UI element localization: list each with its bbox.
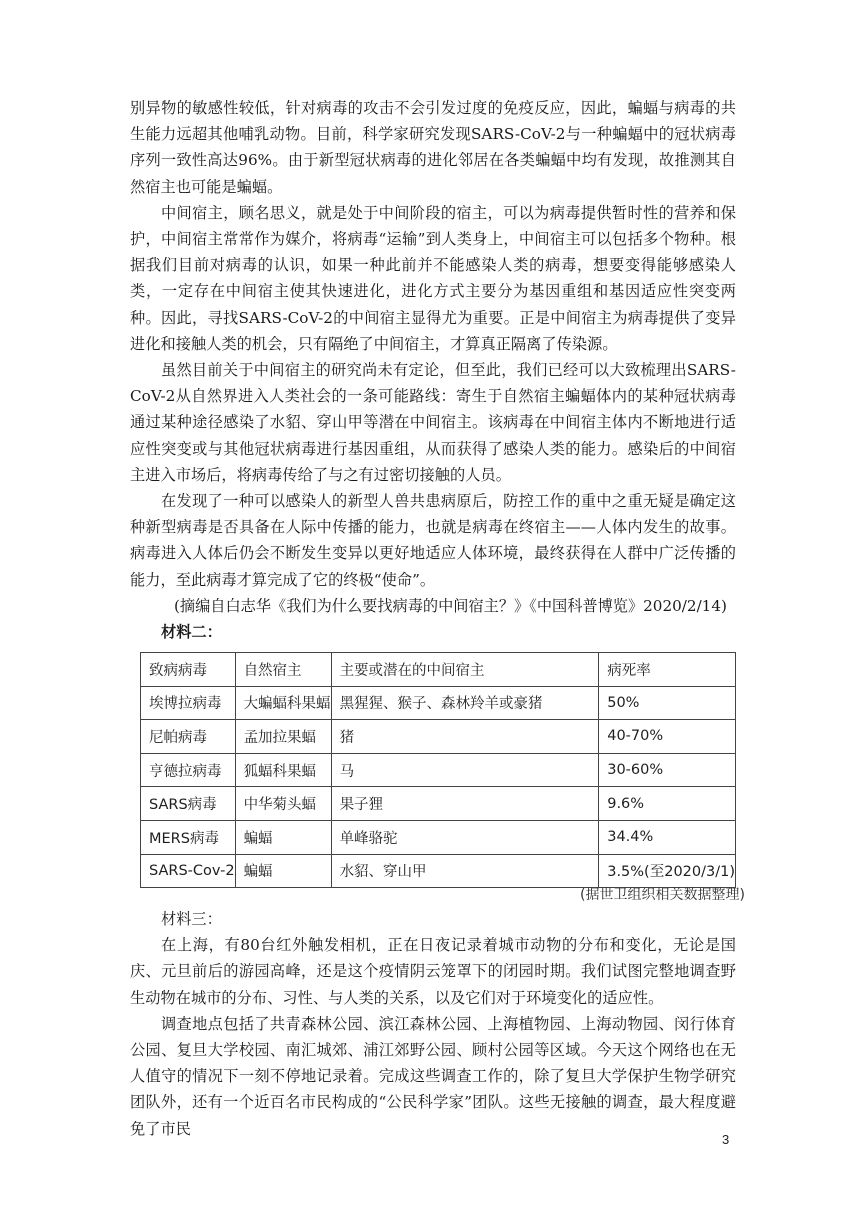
paragraph: 别异物的敏感性较低，针对病毒的攻击不会引发过度的免疫反应，因此，蝙蝠与病毒的共生能力远超其他哺乳动物。目前，科学家研究发现SARS-CoV-2与一种蝙蝠中的冠状病毒序列一致性高达96%。由于新型冠状病毒的进化邻居在各类蝙蝠中均有发现，故推测其自然宿主也可能是蝙蝠。 — [130, 99, 736, 196]
virus-host-table — [140, 652, 736, 888]
table-row — [141, 854, 736, 888]
paragraph: 中间宿主，顾名思义，就是处于中间阶段的宿主，可以为病毒提供暂时性的营养和保护，中间宿主常常作为媒介，将病毒“运输”到人类身上，中间宿主可以包括多个物种。根据我们目前对病毒的认识，如果一种此前并不能感染人类的病毒，想要变得能够感染人类，一定存在中间宿主使其快速进化，进化方式主要分为基因重组和基因适应性突变两种。因此，寻找SARS-CoV-2的中间宿主显得尤为重要。正是中间宿主为病毒提供了变异进化和接触人类的机会，只有隔绝了中间宿主，才算真正隔离了传染源。 — [130, 203, 736, 353]
table-cell: 34.4% — [599, 820, 736, 854]
material-2-label: 材料二： — [161, 623, 222, 642]
article-body-top — [130, 95, 736, 645]
citation-text: (摘编自白志华《我们为什么要找病毒的中间宿主？》《中国科普博览》2020/2/14) — [174, 596, 727, 615]
table-row — [141, 820, 736, 854]
table-cell: 9.6% — [599, 787, 736, 821]
table-cell: 尼帕病毒 — [141, 720, 236, 754]
table-source-note: (据世卫组织相关数据整理) — [580, 887, 745, 903]
table-header-cell: 致病病毒 — [141, 653, 236, 687]
table-cell: 中华菊头蝠 — [235, 787, 331, 821]
material-3-label: 材料三： — [161, 910, 222, 928]
page-number: 3 — [722, 1132, 730, 1147]
table-cell: MERS病毒 — [141, 820, 236, 854]
table-cell: 猪 — [331, 720, 599, 754]
table-row — [141, 720, 736, 754]
table-cell: 狐蝠科果蝠 — [235, 753, 331, 787]
table-cell: 埃博拉病毒 — [141, 686, 236, 720]
table-cell: 3.5%(至2020/3/1) — [599, 854, 736, 888]
table-cell: 亨德拉病毒 — [141, 753, 236, 787]
table-cell: SARS病毒 — [141, 787, 236, 821]
table-cell: 黑猩猩、猴子、森林羚羊或豪猪 — [331, 686, 599, 720]
table-cell: 蝙蝠 — [235, 820, 331, 854]
table-cell: 大蝙蝠科果蝠 — [235, 686, 331, 720]
paragraph: 在发现了一种可以感染人的新型人兽共患病原后，防控工作的重中之重无疑是确定这种新型病毒是否具备在人际中传播的能力，也就是病毒在终宿主——人体内发生的故事。病毒进入人体后仍会不断发生变异以更好地适应人体环境，最终获得在人群中广泛传播的能力，至此病毒才算完成了它的终极“使命”。 — [130, 492, 736, 589]
table-cell: 50% — [599, 686, 736, 720]
table-row — [141, 686, 736, 720]
table-cell: SARS-Cov-2 — [141, 854, 236, 888]
table-cell: 30-60% — [599, 753, 736, 787]
table-header-cell: 病死率 — [599, 653, 736, 687]
table-cell: 40-70% — [599, 720, 736, 754]
table-header-cell: 自然宿主 — [235, 653, 331, 687]
citation — [130, 593, 736, 619]
article-body-bottom — [130, 906, 736, 1142]
table-cell: 果子狸 — [331, 787, 599, 821]
table-cell: 马 — [331, 753, 599, 787]
table-header-cell: 主要或潜在的中间宿主 — [331, 653, 599, 687]
table-cell: 孟加拉果蝠 — [235, 720, 331, 754]
table-cell: 蝙蝠 — [235, 854, 331, 888]
table-header-row — [141, 653, 736, 687]
table-cell: 单峰骆驼 — [331, 820, 599, 854]
table-row — [141, 787, 736, 821]
paragraph: 虽然目前关于中间宿主的研究尚未有定论，但至此，我们已经可以大致梳理出SARS-CoV-2从自然界进入人类社会的一条可能路线：寄生于自然宿主蝙蝠体内的某种冠状病毒通过某种途径感染了水貂、穿山甲等潜在中间宿主。该病毒在中间宿主体内不断地进行适应性突变或与其他冠状病毒进行基因重组，从而获得了感染人类的能力。感染后的中间宿主进入市场后，将病毒传给了与之有过密切接触的人员。 — [130, 361, 736, 484]
paragraph: 在上海，有80台红外触发相机，正在日夜记录着城市动物的分布和变化，无论是国庆、元旦前后的游园高峰，还是这个疫情阴云笼罩下的闭园时期。我们试图完整地调查野生动物在城市的分布、习性、与人类的关系，以及它们对于环境变化的适应性。 — [130, 936, 736, 1007]
table-row — [141, 753, 736, 787]
table-cell: 水貂、穿山甲 — [331, 854, 599, 888]
paragraph: 调查地点包括了共青森林公园、滨江森林公园、上海植物园、上海动物园、闵行体育公园、复旦大学校园、南汇城郊、浦江郊野公园、顾村公园等区域。今天这个网络也在无人值守的情况下一刻不停地记录着。完成这些调查工作的，除了复旦大学保护生物学研究团队外，还有一个近百名市民构成的“公民科学家”团队。这些无接触的调查，最大程度避免了市民 — [130, 1014, 736, 1138]
